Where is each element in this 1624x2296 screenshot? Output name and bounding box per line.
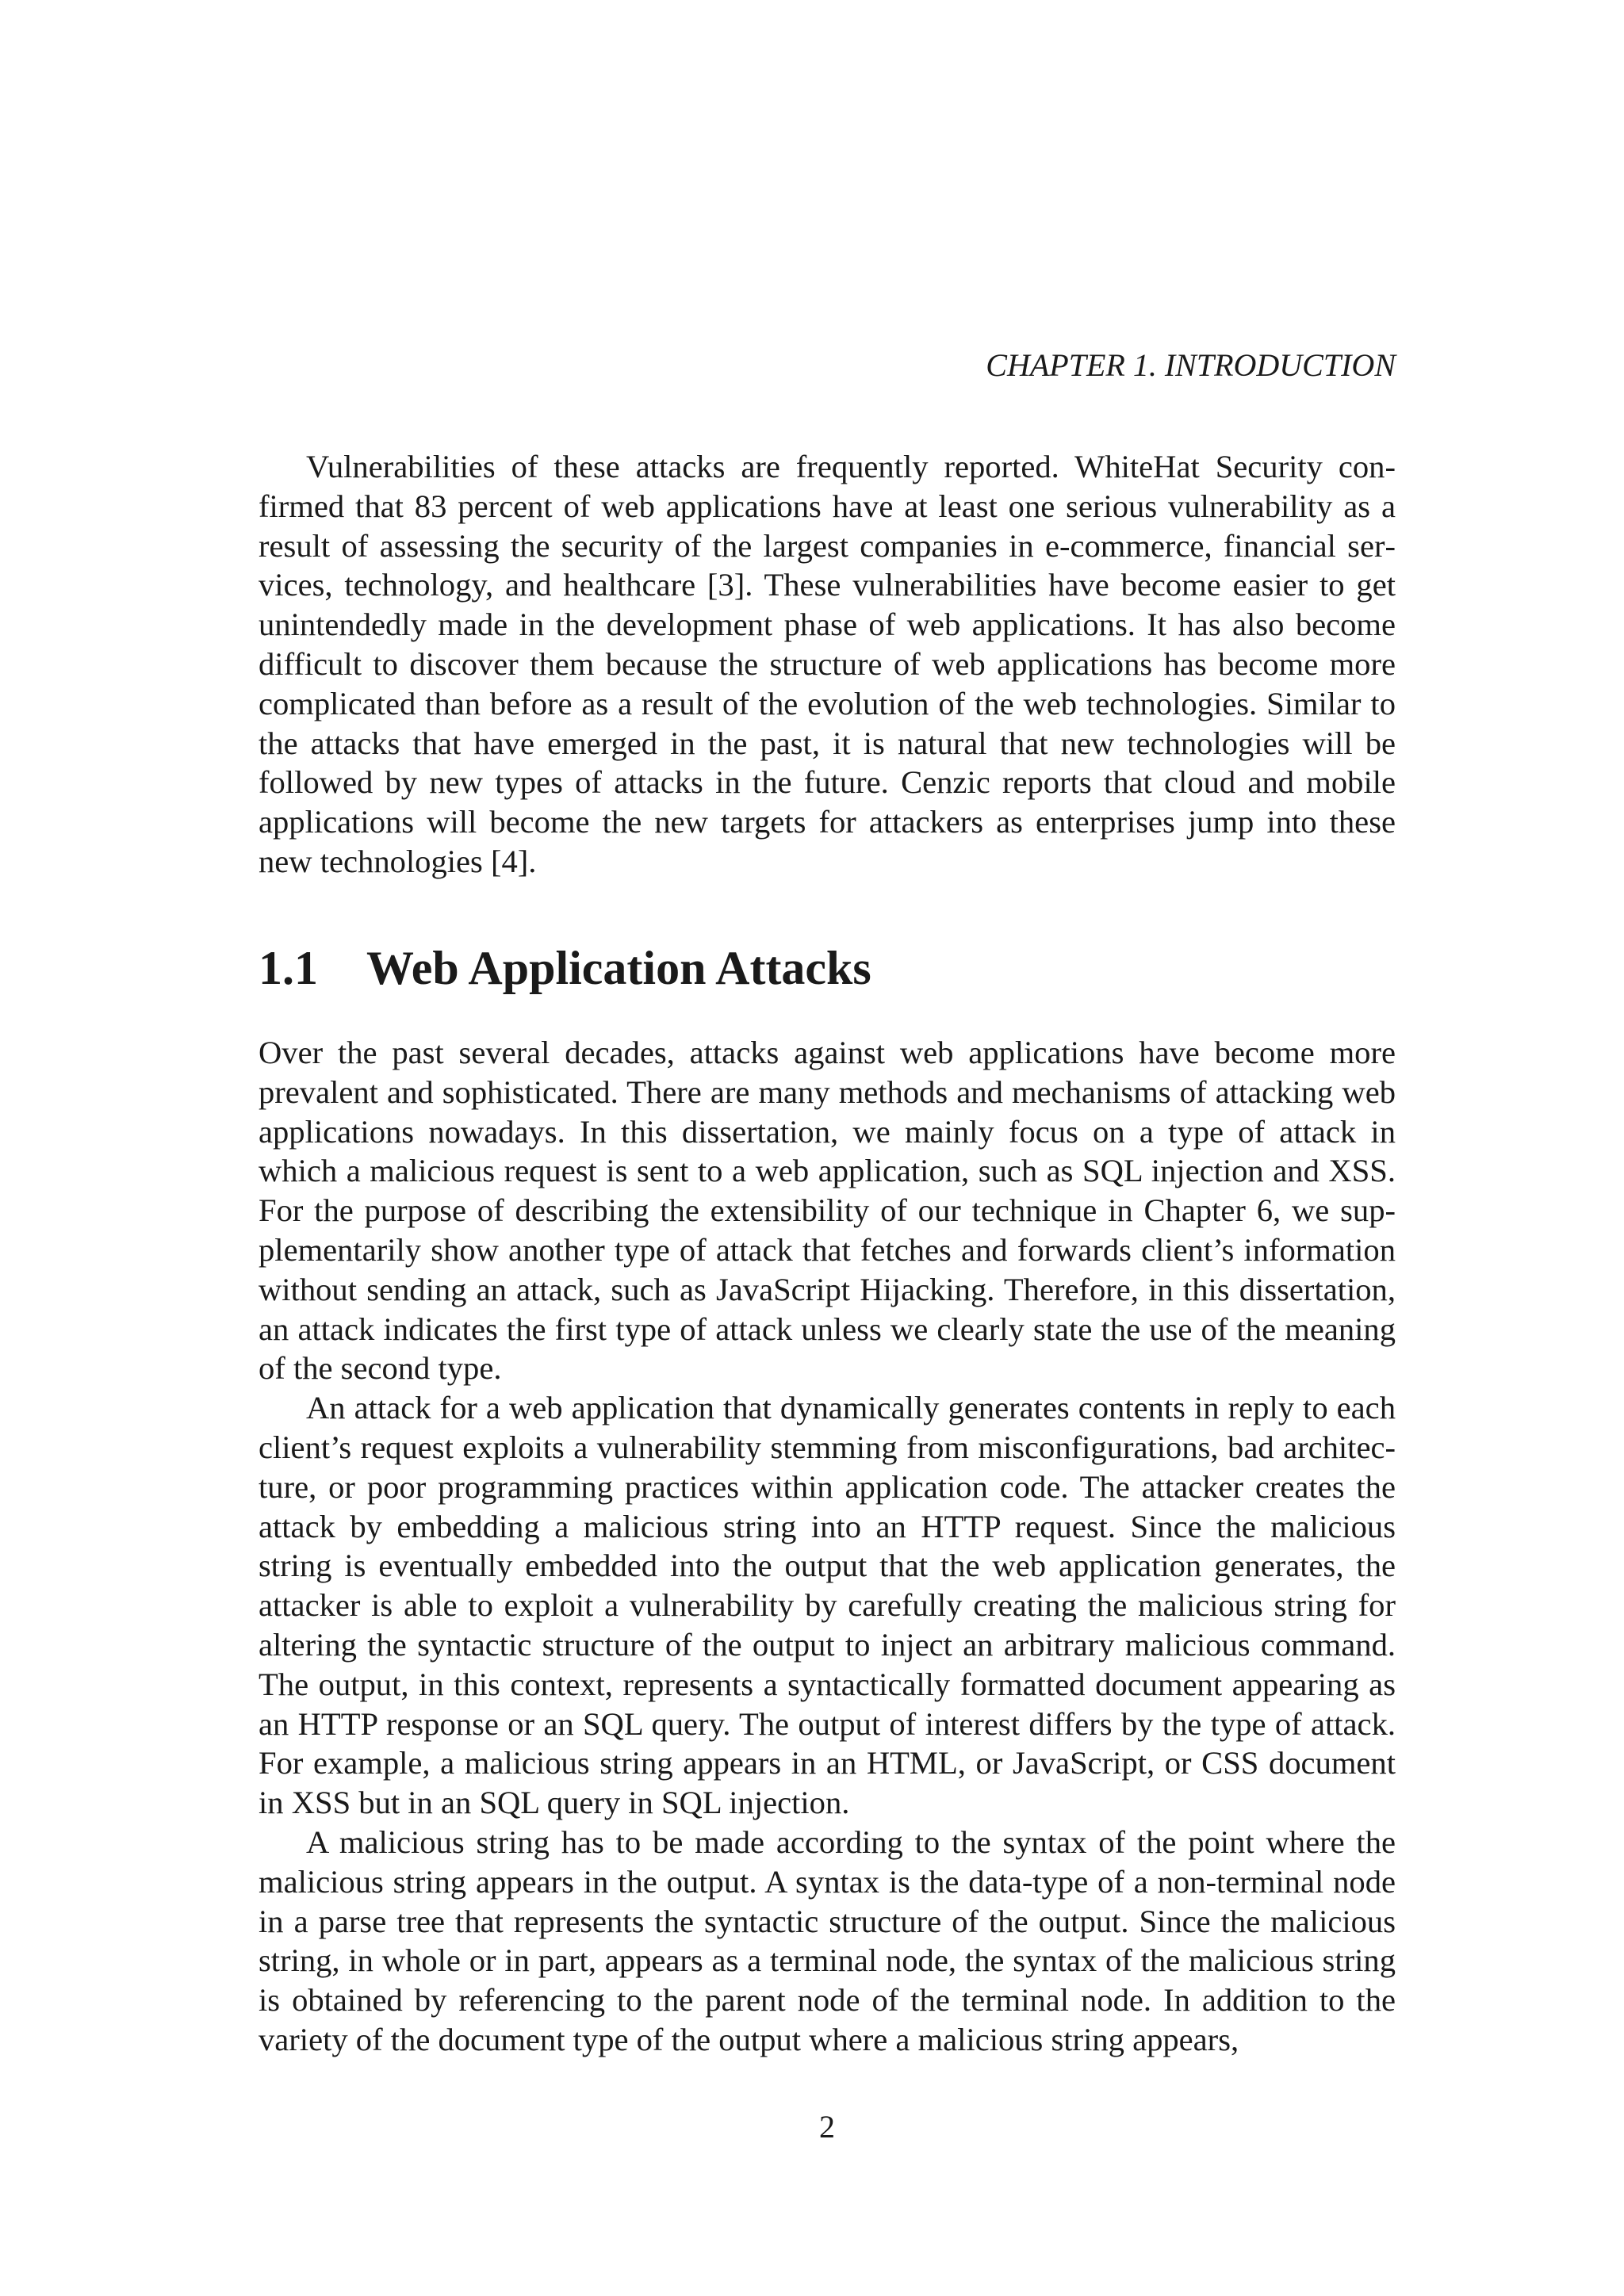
section-text-block xyxy=(259,1033,1396,2060)
section-paragraph-3: A malicious string has to be made according to the syntax of the point where the malicious string appears in the output. A syntax is the data-type of a non-terminal node in a parse tree that represents the syntactic structure of the output. Since the malicious string, in whole or in part, appears as a terminal node, the syntax of the malicious string is obtained by referencing to the parent node of the terminal node. In addition to the variety of the document type of the output where a malicious string appears, xyxy=(259,1823,1396,2057)
section-number: 1.1 xyxy=(259,942,318,994)
section-heading xyxy=(259,939,1396,997)
section-title: Web Application Attacks xyxy=(366,942,871,994)
intro-text-block xyxy=(259,447,1396,882)
page-number: 2 xyxy=(819,2109,835,2145)
section-paragraph-2: An attack for a web application that dynamically generates contents in reply to each client’s request exploits a vulnerability stemming from misconfigurations, bad architecture, or poor programming practices within application code. The attacker creates the attack by embedding a malicious string into an HTTP request. Since the malicious string is eventually embedded into the output that the web application generates, the attacker is able to exploit a vulnerability by carefully creating the malicious string for altering the syntactic structure of the output to inject an arbitrary malicious command. The output, in this context, represents a syntactically formatted document appearing as an HTTP response or an SQL query. The output of interest differs by the type of attack. For example, a malicious string appears in an HTML, or JavaScript, or CSS document in XSS but in an SQL query in SQL injection. xyxy=(259,1390,1396,1821)
section-paragraph-1: Over the past several decades, attacks against web applications have become more prevalent and sophisticated. There are many methods and mechanisms of attacking web applications nowadays. In this dissertation, we mainly focus on a type of attack in which a malicious request is sent to a web application, such as SQL injection and XSS. For the purpose of describing the extensibility of our technique in Chapter 6, we supplementarily show another type of attack that fetches and forwards client’s information without sending an attack, such as JavaScript Hijacking. Therefore, in this dissertation, an attack indicates the first type of attack unless we clearly state the use of the meaning of the second type. xyxy=(259,1035,1396,1387)
running-header: CHAPTER 1. INTRODUCTION xyxy=(986,347,1396,383)
intro-paragraph: Vulnerabilities of these attacks are frequently reported. WhiteHat Security confirmed that 83 percent of web applications have at least one serious vulnerability as a result of assessing the security of the largest companies in e-commerce, financial services, technology, and healthcare [3]. These vulnerabilities have become easier to get unintendedly made in the development phase of web applications. It has also become difficult to discover them because the structure of web applications has become more complicated than before as a result of the evolution of the web technologies. Similar to the attacks that have emerged in the past, it is natural that new technologies will be followed by new types of attacks in the future. Cenzic reports that cloud and mobile applications will become the new targets for attackers as enterprises jump into these new technologies [4]. xyxy=(259,449,1396,879)
